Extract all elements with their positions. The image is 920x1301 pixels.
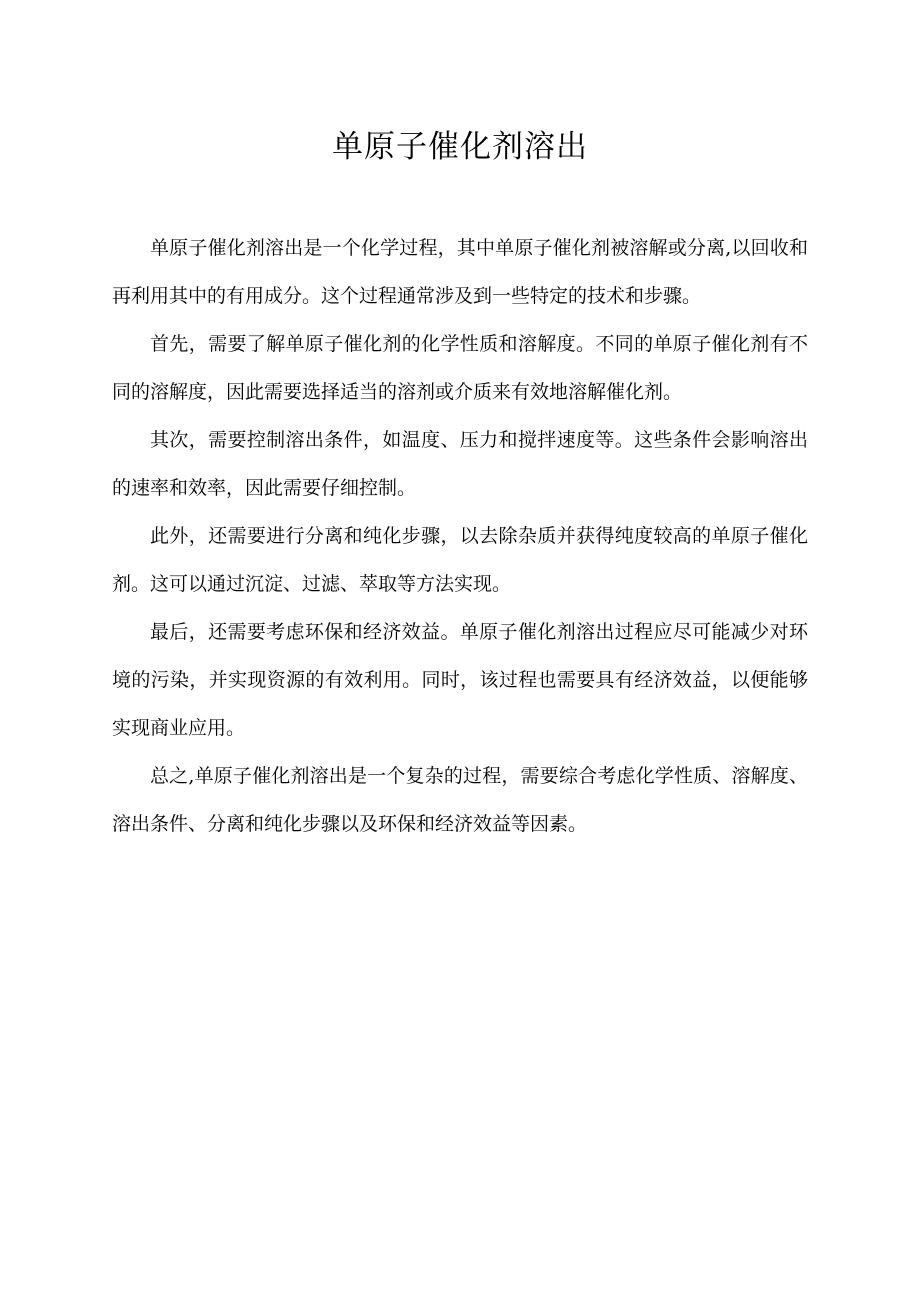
paragraph-summary: 总之,单原子催化剂溶出是一个复杂的过程，需要综合考虑化学性质、溶解度、溶出条件、分离和纯化步骤以及环保和经济效益等因素。 bbox=[112, 765, 808, 835]
page-title: 单原子催化剂溶出 bbox=[332, 129, 588, 165]
paragraph-finally: 最后，还需要考虑环保和经济效益。单原子催化剂溶出过程应尽可能减少对环境的污染，并实现资源的有效利用。同时，该过程也需要具有经济效益，以便能够实现商业应用。 bbox=[112, 621, 808, 739]
paragraph-additional: 此外，还需要进行分离和纯化步骤，以去除杂质并获得纯度较高的单原子催化剂。这可以通过沉淀、过滤、萃取等方法实现。 bbox=[112, 525, 808, 595]
paragraph-intro: 单原子催化剂溶出是一个化学过程，其中单原子催化剂被溶解或分离,以回收和再利用其中的有用成分。这个过程通常涉及到一些特定的技术和步骤。 bbox=[112, 237, 808, 307]
document-body bbox=[112, 224, 808, 848]
paragraph-first: 首先，需要了解单原子催化剂的化学性质和溶解度。不同的单原子催化剂有不同的溶解度，因此需要选择适当的溶剂或介质来有效地溶解催化剂。 bbox=[112, 333, 808, 403]
paragraph-second: 其次，需要控制溶出条件，如温度、压力和搅拌速度等。这些条件会影响溶出的速率和效率，因此需要仔细控制。 bbox=[112, 429, 808, 499]
